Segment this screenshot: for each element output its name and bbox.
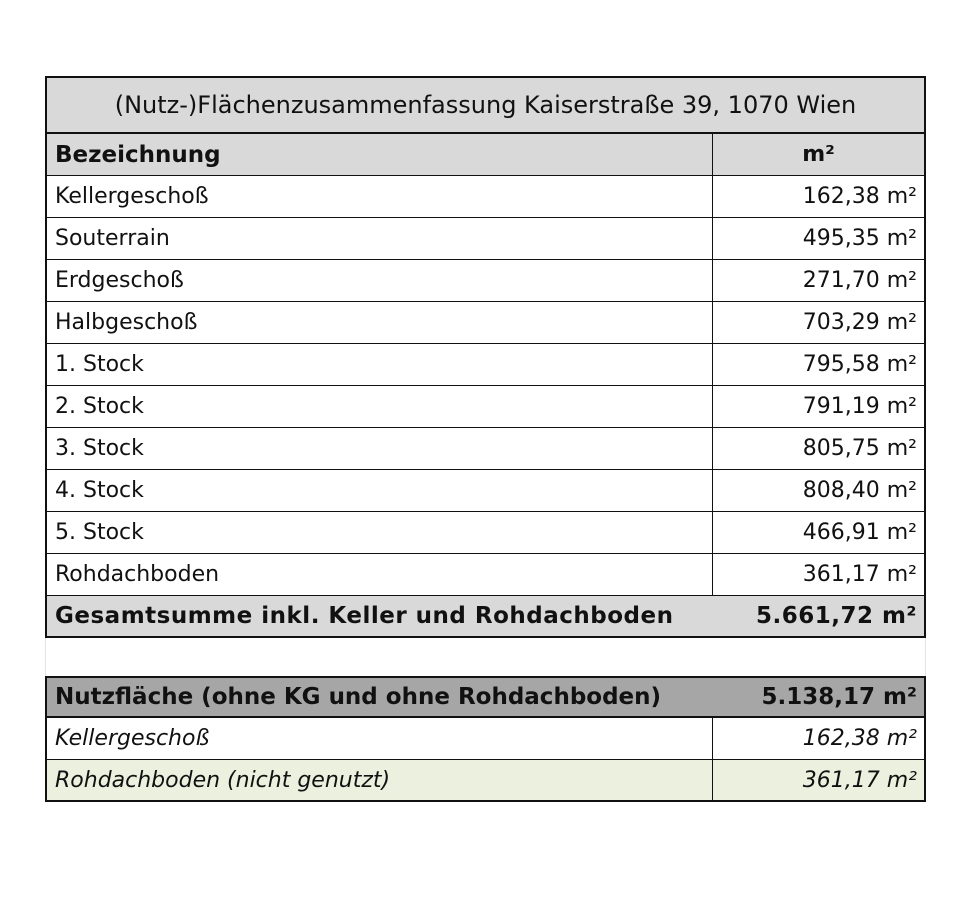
row-label: Erdgeschoß — [55, 268, 184, 293]
area-summary-table — [45, 76, 926, 802]
table-row — [45, 470, 926, 512]
row-label: 3. Stock — [55, 436, 144, 461]
row-label: Halbgeschoß — [55, 310, 198, 335]
row-value: 466,91 m² — [712, 512, 924, 553]
row-value: 805,75 m² — [712, 428, 924, 469]
total-value: 5.661,72 m² — [755, 603, 917, 629]
nutzflaeche-row — [45, 676, 926, 718]
excluded-value: 361,17 m² — [712, 760, 924, 800]
row-value: 495,35 m² — [712, 218, 924, 259]
nutzflaeche-label: Nutzfläche (ohne KG und ohne Rohdachboden) — [55, 684, 662, 710]
table-row — [45, 386, 926, 428]
column-header-unit: m² — [712, 134, 924, 175]
row-label: 5. Stock — [55, 520, 144, 545]
row-label: Kellergeschoß — [55, 184, 209, 209]
row-value: 703,29 m² — [712, 302, 924, 343]
row-value: 808,40 m² — [712, 470, 924, 511]
table-header-row — [45, 134, 926, 176]
row-value: 271,70 m² — [712, 260, 924, 301]
excluded-value: 162,38 m² — [712, 718, 924, 759]
excluded-label: Kellergeschoß — [55, 726, 210, 751]
table-row — [45, 260, 926, 302]
row-label: 2. Stock — [55, 394, 144, 419]
table-row — [45, 176, 926, 218]
row-label: 4. Stock — [55, 478, 144, 503]
row-value: 162,38 m² — [712, 176, 924, 217]
table-row — [45, 512, 926, 554]
table-spacer — [45, 638, 926, 676]
row-label: Souterrain — [55, 226, 170, 251]
table-row — [45, 302, 926, 344]
table-row — [45, 554, 926, 596]
table-row — [45, 428, 926, 470]
table-title: (Nutz-)Flächenzusammenfassung Kaiserstraße 39, 1070 Wien — [45, 76, 926, 134]
total-label: Gesamtsumme inkl. Keller und Rohdachboden — [55, 603, 674, 629]
row-value: 795,58 m² — [712, 344, 924, 385]
table-row — [45, 344, 926, 386]
total-row — [45, 596, 926, 638]
row-label: 1. Stock — [55, 352, 144, 377]
excluded-label: Rohdachboden (nicht genutzt) — [55, 767, 391, 793]
column-header-label: Bezeichnung — [55, 141, 221, 168]
nutzflaeche-value: 5.138,17 m² — [761, 684, 917, 710]
row-label: Rohdachboden — [55, 562, 220, 587]
row-value: 791,19 m² — [712, 386, 924, 427]
excluded-row-unused — [45, 760, 926, 802]
row-value: 361,17 m² — [712, 554, 924, 595]
excluded-row — [45, 718, 926, 760]
table-row — [45, 218, 926, 260]
